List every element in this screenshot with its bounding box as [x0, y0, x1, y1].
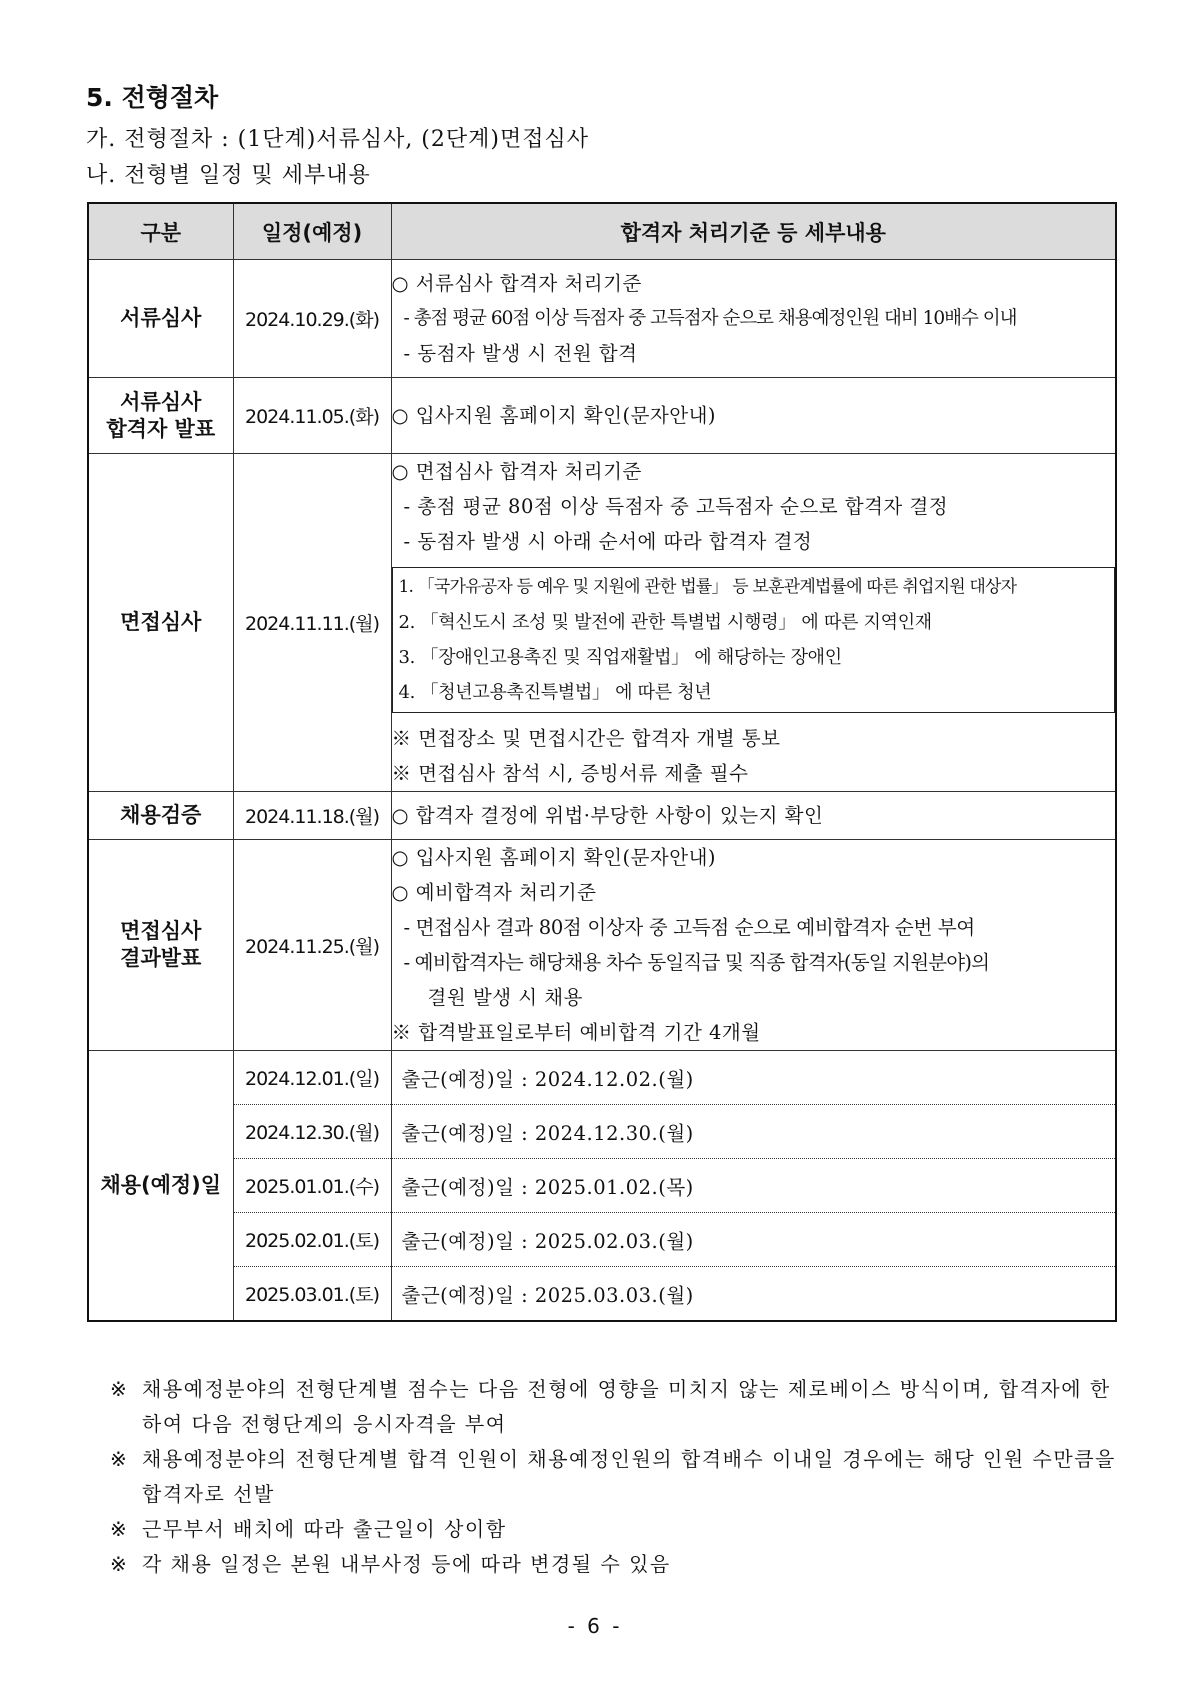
header-category: 구분: [88, 203, 233, 260]
page-number: - 6 -: [567, 1614, 623, 1638]
detail-note: ※ 합격발표일로부터 예비합격 기간 4개월: [391, 1021, 761, 1044]
detail-line: - 면접심사 결과 80점 이상자 중 고득점 순으로 예비합격자 순번 부여: [403, 916, 975, 939]
row-category: 채용(예정)일: [88, 1051, 233, 1322]
detail-line: ○ 예비합격자 처리기준: [391, 881, 597, 904]
footnote: [110, 1372, 1120, 1442]
footnote-text: 각 채용 일정은 본원 내부사정 등에 따라 변경될 수 있음: [142, 1552, 671, 1576]
row-detail: [391, 792, 1116, 840]
footnote: [110, 1442, 1120, 1512]
table-row: [88, 840, 1116, 1051]
footnote: [110, 1512, 1120, 1547]
detail-note: ※ 면접심사 참석 시, 증빙서류 제출 필수: [391, 762, 749, 785]
detail-line: - 동점자 발생 시 전원 합격: [403, 342, 638, 365]
priority-item: 2. 「혁신도시 조성 및 발전에 관한 특별법 시행령」 에 따른 지역인재: [398, 612, 932, 633]
row-detail: [391, 378, 1116, 454]
detail-line: ○ 합격자 결정에 위법·부당한 사항이 있는지 확인: [391, 804, 824, 827]
row-date: 2024.11.05.(화): [233, 378, 391, 454]
reference-mark-icon: ※: [110, 1552, 129, 1576]
row-date: 2024.11.25.(월): [233, 840, 391, 1051]
detail-line: ○ 서류심사 합격자 처리기준: [391, 272, 642, 295]
detail-line: ○ 입사지원 홈페이지 확인(문자안내): [391, 404, 717, 427]
row-detail: [391, 840, 1116, 1051]
table-row: [88, 1051, 1116, 1105]
category-line: 면접심사: [120, 919, 202, 943]
detail-note: ※ 면접장소 및 면접시간은 합격자 개별 통보: [391, 727, 781, 750]
row-category: [88, 840, 233, 1051]
reference-mark-icon: ※: [110, 1447, 129, 1471]
table-row: [88, 792, 1116, 840]
footnotes: [110, 1372, 1120, 1582]
table-row: [88, 454, 1116, 792]
row-category: [88, 378, 233, 454]
category-line: 서류심사: [120, 389, 202, 414]
row-detail: 출근(예정)일 : 2025.01.02.(목): [391, 1159, 1116, 1213]
procedure-line: 가. 전형절차 : (1단계)서류심사, (2단계)면접심사: [86, 127, 589, 152]
detail-line: - 동점자 발생 시 아래 순서에 따라 합격자 결정: [403, 530, 813, 553]
row-detail: [391, 260, 1116, 378]
row-detail: 출근(예정)일 : 2025.02.03.(월): [391, 1213, 1116, 1267]
row-category: 면접심사: [88, 454, 233, 792]
row-category: 서류심사: [88, 260, 233, 378]
footnote: [110, 1547, 1120, 1582]
schedule-table: [87, 202, 1117, 1322]
row-detail: [391, 454, 1116, 792]
row-date: 2024.12.01.(일): [233, 1051, 391, 1105]
table-row: [88, 260, 1116, 378]
detail-line: - 총점 평균 80점 이상 득점자 중 고득점자 순으로 합격자 결정: [403, 495, 949, 518]
category-line: 합격자 발표: [106, 416, 216, 441]
header-date: 일정(예정): [233, 203, 391, 260]
table-header-row: [88, 203, 1116, 260]
detail-line: ○ 입사지원 홈페이지 확인(문자안내): [391, 846, 717, 869]
row-date: 2024.11.11.(월): [233, 454, 391, 792]
section-title: 5. 전형절차: [86, 83, 219, 112]
row-date: 2024.12.30.(월): [233, 1105, 391, 1159]
schedule-line: 나. 전형별 일정 및 세부내용: [86, 163, 371, 188]
priority-item: 1. 「국가유공자 등 예우 및 지원에 관한 법률」 등 보훈관계법률에 따른 취업지원 대상자: [398, 577, 1017, 597]
table-row: [88, 1213, 1116, 1267]
row-detail: 출근(예정)일 : 2025.03.03.(월): [391, 1267, 1116, 1322]
priority-order-box: [392, 567, 1116, 713]
footnote-text: 근무부서 배치에 따라 출근일이 상이함: [142, 1517, 507, 1541]
row-date: 2025.01.01.(수): [233, 1159, 391, 1213]
detail-line: - 예비합격자는 해당채용 차수 동일직급 및 직종 합격자(동일 지원분야)의: [403, 951, 990, 974]
reference-mark-icon: ※: [110, 1517, 129, 1541]
row-date: 2025.03.01.(토): [233, 1267, 391, 1322]
row-date: 2024.10.29.(화): [233, 260, 391, 378]
table-row: [88, 1267, 1116, 1322]
detail-line: 결원 발생 시 채용: [427, 986, 583, 1009]
detail-line: - 총점 평균 60점 이상 득점자 중 고득점자 순으로 채용예정인원 대비 10배수 이내: [403, 308, 1017, 329]
table-row: [88, 1105, 1116, 1159]
row-detail: 출근(예정)일 : 2024.12.30.(월): [391, 1105, 1116, 1159]
table-row: [88, 1159, 1116, 1213]
footnote-text: 채용예정분야의 전형단계별 합격 인원이 채용예정인원의 합격배수 이내일 경우에는 해당 인원 수만큼을 합격자로 선발: [142, 1447, 1116, 1506]
row-detail: 출근(예정)일 : 2024.12.02.(월): [391, 1051, 1116, 1105]
row-category: 채용검증: [88, 792, 233, 840]
category-line: 결과발표: [120, 946, 202, 970]
footnote-text: 채용예정분야의 전형단계별 점수는 다음 전형에 영향을 미치지 않는 제로베이스 방식이며, 합격자에 한하여 다음 전형단계의 응시자격을 부여: [142, 1377, 1111, 1436]
header-detail: 합격자 처리기준 등 세부내용: [391, 203, 1116, 260]
row-date: 2024.11.18.(월): [233, 792, 391, 840]
priority-item: 4. 「청년고용촉진특별법」 에 따른 청년: [398, 682, 712, 703]
detail-line: ○ 면접심사 합격자 처리기준: [391, 460, 642, 483]
reference-mark-icon: ※: [110, 1377, 129, 1401]
priority-item: 3. 「장애인고용촉진 및 직업재활법」 에 해당하는 장애인: [398, 647, 842, 668]
row-date: 2025.02.01.(토): [233, 1213, 391, 1267]
table-row: [88, 378, 1116, 454]
